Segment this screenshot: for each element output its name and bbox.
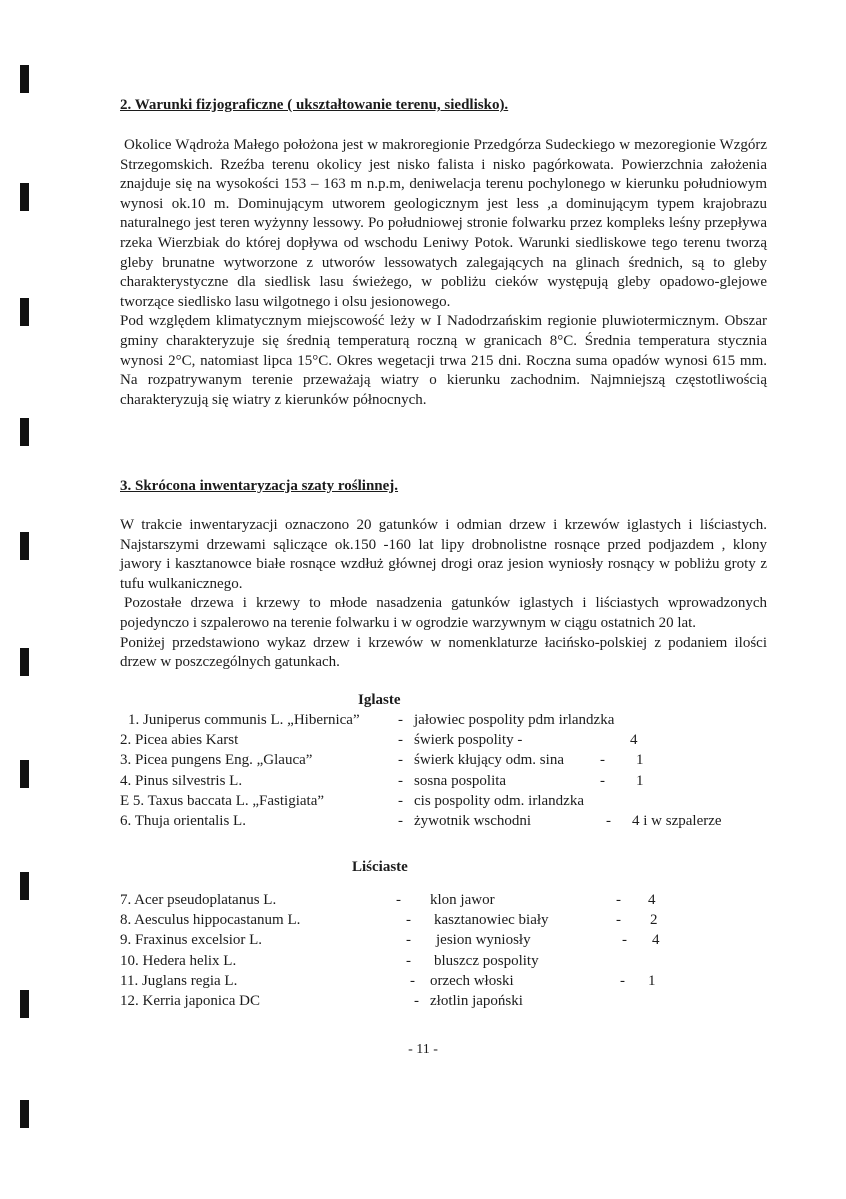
species-row	[120, 793, 760, 813]
paragraph: W trakcie inwentaryzacji oznaczono 20 gatunków i odmian drzew i krzewów iglastych i liściastych. Najstarszymi drzewami sąliczące ok.150 -160 lat lipy drobnolistne rosnące przed podjazdem , klony jawory i kasztanowce białe rosnące wzdłuż głównej drogi oraz jesion wyniosły rosnący w pobliżu groty z tufu wulkanicznego.	[120, 517, 767, 592]
binding-mark	[20, 760, 29, 788]
tree-count: 1	[636, 752, 644, 769]
separator: -	[398, 732, 403, 749]
latin-name: 3. Picea pungens Eng. „Glauca”	[120, 752, 313, 769]
polish-name: świerk pospolity -	[414, 732, 523, 749]
polish-name: świerk kłujący odm. sina	[414, 752, 564, 769]
species-row	[120, 892, 760, 912]
species-row	[120, 773, 760, 793]
latin-name: 8. Aesculus hippocastanum L.	[120, 912, 301, 929]
binding-mark	[20, 65, 29, 93]
species-row	[120, 973, 760, 993]
latin-name: 4. Pinus silvestris L.	[120, 772, 243, 789]
latin-name: 11. Juglans regia L.	[120, 972, 238, 989]
polish-name: cis pospolity odm. irlandzka	[414, 792, 584, 809]
species-list	[120, 892, 760, 1013]
group-title: Iglaste	[358, 692, 401, 708]
paragraph: Pozostałe drzewa i krzewy to młode nasadzenia gatunków iglastych i liściastych wprowadzonych pojedynczo i szpalerowo na terenie folwarku i w ogrodzie warzywnym w ciągu ostatnich 20 lat.	[120, 595, 767, 631]
species-list	[120, 712, 760, 833]
section-body	[120, 516, 767, 673]
tree-count: 4	[648, 892, 656, 908]
species-row	[120, 732, 760, 752]
binding-mark	[20, 418, 29, 446]
polish-name: orzech włoski	[430, 972, 514, 989]
polish-name: złotlin japoński	[430, 992, 523, 1009]
binding-mark	[20, 532, 29, 560]
separator: -	[398, 712, 403, 728]
polish-name: żywotnik wschodni	[414, 812, 532, 829]
species-row	[120, 912, 760, 932]
species-row	[120, 813, 760, 833]
binding-mark	[20, 648, 29, 676]
separator: -	[398, 752, 403, 769]
separator: -	[398, 772, 403, 789]
tree-count: 1	[648, 972, 656, 989]
tree-count: 4 i w szpalerze	[632, 812, 722, 829]
separator: -	[606, 812, 611, 829]
separator: -	[410, 972, 415, 989]
latin-name: 12. Kerria japonica DC	[120, 992, 260, 1009]
separator: -	[622, 932, 627, 949]
separator: -	[600, 772, 605, 789]
binding-mark	[20, 872, 29, 900]
latin-name: 10. Hedera helix L.	[120, 952, 237, 969]
polish-name: bluszcz pospolity	[434, 952, 539, 969]
paragraph: Pod względem klimatycznym miejscowość leży w I Nadodrzańskim regionie pluwiotermicznym. Obszar gminy charakteryzuje się średnią temperaturą roczną w granicach 8°C. Średnia temperatura stycznia wynosi 2°C, natomiast lipca 15°C. Okres wegetacji trwa 215 dni. Roczna suma opadów wynosi 615 mm. Na rozpatrywanym terenie przeważają wiatry o kierunku zachodnim. Najmniejszą częstotliwością charakteryzują się wiatry z kierunków północnych.	[120, 313, 767, 408]
binding-mark	[20, 298, 29, 326]
species-row	[120, 752, 760, 772]
binding-mark	[20, 183, 29, 211]
polish-name: sosna pospolita	[414, 772, 507, 789]
species-row	[120, 712, 760, 732]
separator: -	[616, 912, 621, 929]
species-row	[120, 953, 760, 973]
separator: -	[406, 912, 411, 929]
group-title: Liściaste	[352, 859, 408, 875]
species-row	[120, 932, 760, 952]
tree-count: 4	[630, 732, 638, 749]
latin-name: 7. Acer pseudoplatanus L.	[120, 892, 277, 908]
latin-name: 1. Juniperus communis L. „Hibernica”	[128, 712, 360, 728]
separator: -	[398, 792, 403, 809]
separator: -	[414, 992, 419, 1009]
separator: -	[600, 752, 605, 769]
binding-mark	[20, 990, 29, 1018]
separator: -	[616, 892, 621, 908]
separator: -	[396, 892, 401, 908]
binding-mark	[20, 1100, 29, 1128]
separator: -	[620, 972, 625, 989]
latin-name: 9. Fraxinus excelsior L.	[120, 932, 263, 949]
polish-name: kasztanowiec biały	[434, 912, 549, 929]
section-heading: 2. Warunki fizjograficzne ( ukształtowanie terenu, siedlisko).	[120, 97, 509, 113]
section-heading: 3. Skrócona inwentaryzacja szaty roślinnej.	[120, 478, 399, 494]
paragraph: Poniżej przedstawiono wykaz drzew i krzewów w nomenklaturze łacińsko-polskiej z podaniem ilości drzew w poszczególnych gatunkach.	[120, 634, 767, 671]
separator: -	[406, 952, 411, 969]
separator: -	[406, 932, 411, 949]
tree-count: 2	[650, 912, 658, 929]
species-row	[120, 993, 760, 1013]
separator: -	[398, 812, 403, 829]
polish-name: jałowiec pospolity pdm irlandzka	[414, 712, 615, 728]
tree-count: 1	[636, 772, 644, 789]
paragraph: Okolice Wądroża Małego położona jest w makroregionie Przedgórza Sudeckiego w mezoregionie Wzgórz Strzegomskich. Rzeźba terenu okolicy jest nisko falista i nisko pagórkowata. Powierzchnia założenia znajduje się na wysokości 153 – 163 m n.p.m, deniwelacja terenu pochylonego w kierunku południowym wynosi ok.10 m. Dominującym utworem geologicznym jest less ,a dominującym typem krajobrazu naturalnego jest teren wyżynny lessowy. Po południowej stronie folwarku przez kompleks leśny przepływa rzeka Wierzbiak do której dopływa od wschodu Leniwy Potok. Warunki siedliskowe tego terenu tworzą gleby brunatne wytworzone z utworów lessowatych zalegających na glinach średnich, są to gleby charakterystyczne dla siedlisk lasu świeżego, w pobliżu cieków występują gleby opadowo-glejowe tworzące siedlisko lasu wilgotnego i olsu jesionowego.	[120, 137, 767, 310]
latin-name: E 5. Taxus baccata L. „Fastigiata”	[120, 792, 325, 809]
page-number: - 11 -	[408, 1042, 438, 1057]
polish-name: jesion wyniosły	[436, 932, 531, 949]
latin-name: 6. Thuja orientalis L.	[120, 812, 246, 829]
latin-name: 2. Picea abies Karst	[120, 732, 239, 749]
section-body	[120, 136, 767, 410]
polish-name: klon jawor	[430, 892, 495, 908]
tree-count: 4	[652, 932, 660, 949]
